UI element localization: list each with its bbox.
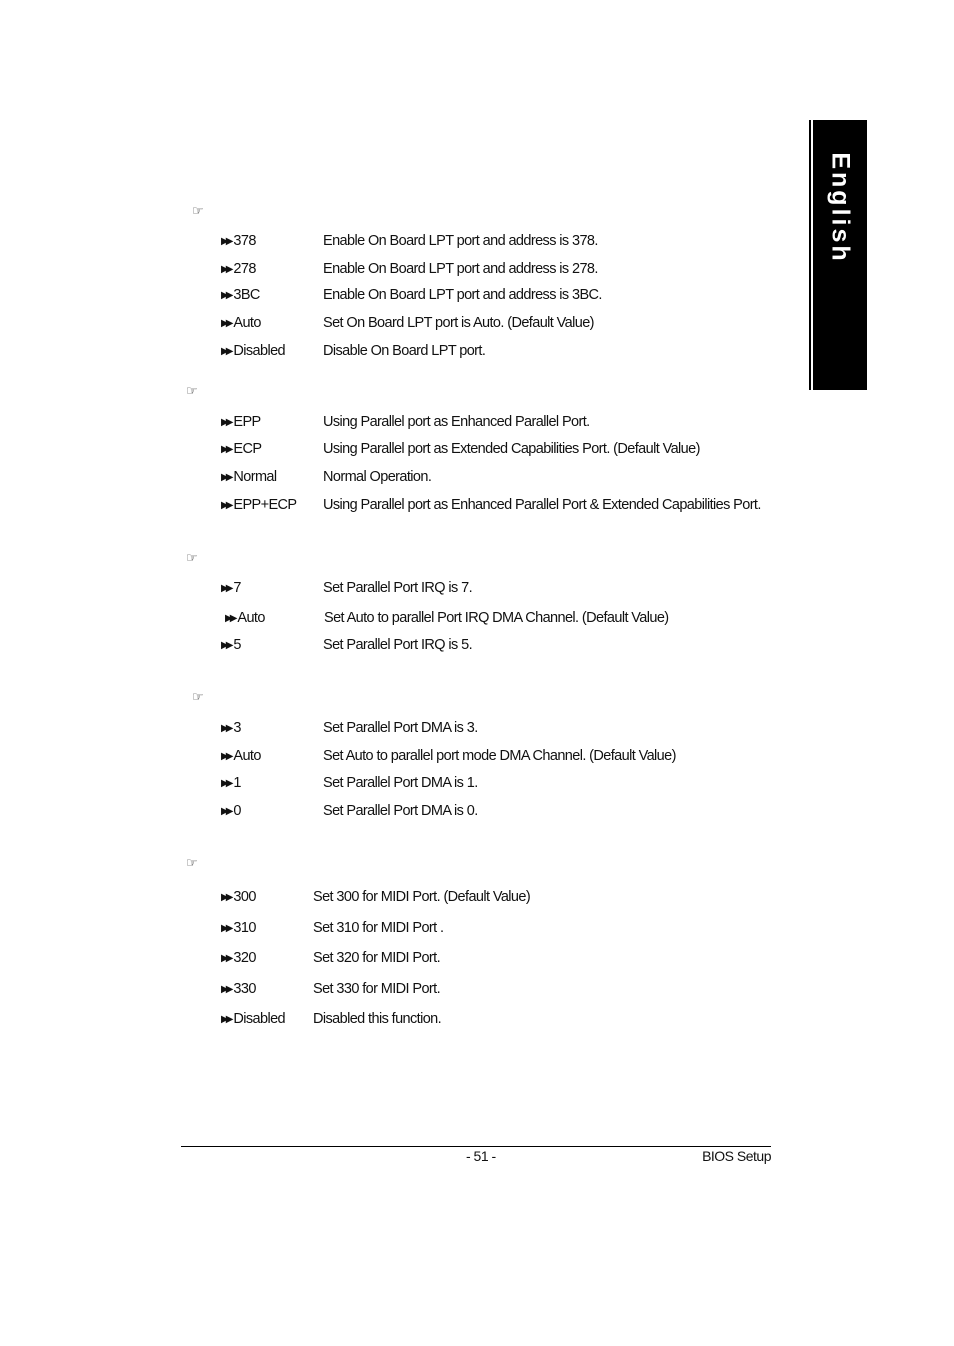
option-value: 378 xyxy=(233,233,256,249)
double-arrow-icon: ▶▶ xyxy=(221,892,231,903)
double-arrow-icon: ▶▶ xyxy=(221,583,231,594)
option-value: Disabled xyxy=(233,1011,286,1027)
option-description: Disable On Board LPT port. xyxy=(323,343,486,359)
option-description: Disabled this function. xyxy=(313,1011,442,1027)
option-value: 278 xyxy=(233,261,256,277)
double-arrow-icon: ▶▶ xyxy=(221,290,231,301)
option-description: Enable On Board LPT port and address is 378. xyxy=(323,233,598,249)
option-description: Set Parallel Port DMA is 1. xyxy=(323,775,478,791)
option-value: 0 xyxy=(233,803,241,819)
double-arrow-icon: ▶▶ xyxy=(225,613,235,624)
option-description: Set Parallel Port IRQ is 5. xyxy=(323,637,472,653)
option-value: Normal xyxy=(233,469,277,485)
double-arrow-icon: ▶▶ xyxy=(221,472,231,483)
option-description: Using Parallel port as Extended Capabilities Port. (Default Value) xyxy=(323,441,700,457)
option-value: 1 xyxy=(233,775,241,791)
double-arrow-icon: ▶▶ xyxy=(221,346,231,357)
double-arrow-icon: ▶▶ xyxy=(221,751,231,762)
pointing-hand-icon: ☞ xyxy=(186,384,198,399)
option-description: Set Parallel Port DMA is 3. xyxy=(323,720,478,736)
option-description: Normal Operation. xyxy=(323,469,432,485)
footer-title: BIOS Setup xyxy=(702,1148,771,1164)
double-arrow-icon: ▶▶ xyxy=(221,444,231,455)
option-description: Set Auto to parallel port mode DMA Channel. (Default Value) xyxy=(323,748,676,764)
footer-divider xyxy=(181,1146,771,1147)
option-value: 3 xyxy=(233,720,241,736)
option-description: Set Auto to parallel Port IRQ DMA Channel. (Default Value) xyxy=(324,610,669,626)
pointing-hand-icon: ☞ xyxy=(192,690,204,705)
option-value: 3BC xyxy=(233,287,260,303)
option-value: 310 xyxy=(233,920,256,936)
option-value: ECP xyxy=(233,441,262,457)
language-tab-label: English xyxy=(826,152,855,264)
option-value: EPP xyxy=(233,414,261,430)
double-arrow-icon: ▶▶ xyxy=(221,1014,231,1025)
option-description: Using Parallel port as Enhanced Parallel Port & Extended Capabilities Port. xyxy=(323,497,761,513)
option-value: 330 xyxy=(233,981,256,997)
option-value: 7 xyxy=(233,580,241,596)
option-description: Set 320 for MIDI Port. xyxy=(313,950,441,966)
option-value: 5 xyxy=(233,637,241,653)
pointing-hand-icon: ☞ xyxy=(192,204,204,219)
pointing-hand-icon: ☞ xyxy=(186,856,198,871)
page-number: - 51 - xyxy=(466,1148,496,1164)
pointing-hand-icon: ☞ xyxy=(186,551,198,566)
double-arrow-icon: ▶▶ xyxy=(221,953,231,964)
option-value: 320 xyxy=(233,950,256,966)
option-description: Set On Board LPT port is Auto. (Default Value) xyxy=(323,315,594,331)
option-description: Enable On Board LPT port and address is 278. xyxy=(323,261,598,277)
double-arrow-icon: ▶▶ xyxy=(221,500,231,511)
option-description: Set 300 for MIDI Port. (Default Value) xyxy=(313,889,531,905)
option-description: Enable On Board LPT port and address is 3BC. xyxy=(323,287,602,303)
option-value: Auto xyxy=(233,748,261,764)
option-description: Set 310 for MIDI Port . xyxy=(313,920,444,936)
double-arrow-icon: ▶▶ xyxy=(221,778,231,789)
double-arrow-icon: ▶▶ xyxy=(221,640,231,651)
double-arrow-icon: ▶▶ xyxy=(221,984,231,995)
double-arrow-icon: ▶▶ xyxy=(221,806,231,817)
language-tab xyxy=(811,120,867,390)
double-arrow-icon: ▶▶ xyxy=(221,923,231,934)
option-value: Auto xyxy=(233,315,261,331)
option-value: 300 xyxy=(233,889,256,905)
option-value: Auto xyxy=(237,610,265,626)
double-arrow-icon: ▶▶ xyxy=(221,318,231,329)
option-description: Set Parallel Port DMA is 0. xyxy=(323,803,478,819)
option-description: Set Parallel Port IRQ is 7. xyxy=(323,580,472,596)
double-arrow-icon: ▶▶ xyxy=(221,236,231,247)
double-arrow-icon: ▶▶ xyxy=(221,417,231,428)
option-value: Disabled xyxy=(233,343,286,359)
double-arrow-icon: ▶▶ xyxy=(221,264,231,275)
double-arrow-icon: ▶▶ xyxy=(221,723,231,734)
option-value: EPP+ECP xyxy=(233,497,297,513)
option-description: Using Parallel port as Enhanced Parallel Port. xyxy=(323,414,590,430)
option-description: Set 330 for MIDI Port. xyxy=(313,981,441,997)
